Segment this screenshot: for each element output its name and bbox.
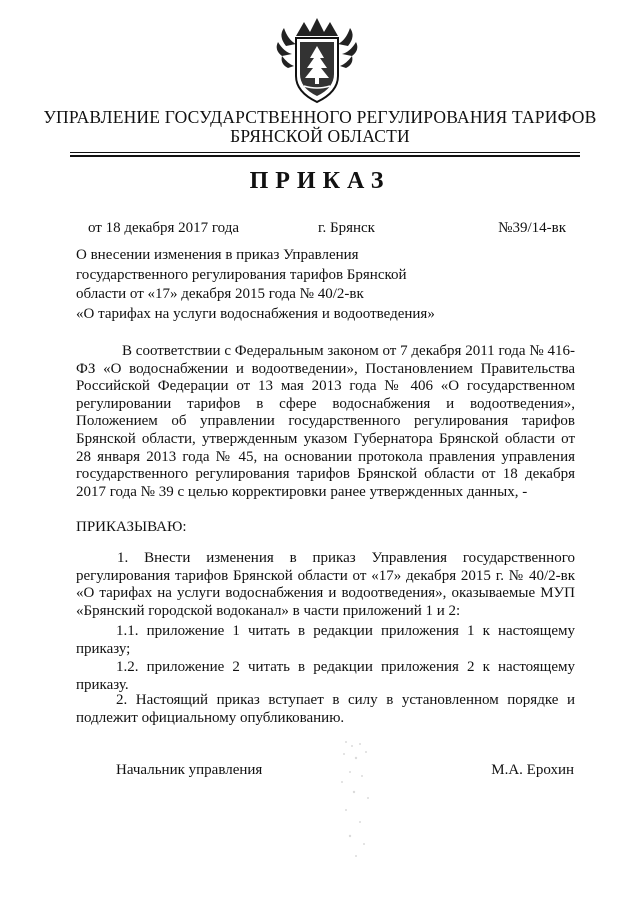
document-city: г. Брянск [318, 220, 375, 236]
signatory-name: М.А. Ерохин [491, 762, 574, 778]
faint-stamp-mark [316, 732, 396, 862]
subject-line: О внесении изменения в приказ Управления [76, 247, 359, 263]
preamble-paragraph: В соответствии с Федеральным законом от 7 декабря 2011 года № 416-ФЗ «О водоснабжении и водоотведении», Постановлением Правительства Российской Федерации от 13 мая 2013 года № 406 «О государственном регулировании тарифов в сфере водоснабжения и водоотведения», Положением об управлении государственного регулирования тарифов Брянской области, утвержденным указом Губернатора Брянской области от 28 января 2013 года № 45, на основании протокола правления управления государственного регулирования тарифов Брянской области от 18 декабря 2017 года № 39 с целью корректировки ранее утвержденных данных, - [76, 343, 575, 500]
header-rule-thin [70, 152, 580, 153]
document-title: ПРИКАЗ [249, 168, 391, 194]
subject-line: государственного регулирования тарифов Брянской [76, 266, 407, 283]
subject-line: «О тарифах на услуги водоснабжения и водоотведения» [76, 305, 435, 322]
subject-line: области от «17» декабря 2015 года № 40/2-вк [76, 286, 364, 302]
item-1-2-paragraph: 1.2. приложение 2 читать в редакции приложения 2 к настоящему приказу. [76, 659, 575, 693]
document-date: от 18 декабря 2017 года [88, 220, 240, 236]
header-rule-thick [70, 155, 580, 157]
item-2-paragraph: 2. Настоящий приказ вступает в силу в установленном порядке и подлежит официальному опубликованию. [76, 692, 575, 726]
organization-name-line1: УПРАВЛЕНИЕ ГОСУДАРСТВЕННОГО РЕГУЛИРОВАНИЯ ТАРИФОВ [43, 107, 597, 127]
signatory-position: Начальник управления [116, 762, 263, 778]
item-1-1-paragraph: 1.1. приложение 1 читать в редакции приложения 1 к настоящему приказу; [76, 623, 575, 657]
organization-name-line2: БРЯНСКОЙ ОБЛАСТИ [230, 126, 410, 146]
document-number: №39/14-вк [498, 220, 566, 236]
order-word: ПРИКАЗЫВАЮ: [76, 519, 187, 535]
document-subject [76, 246, 456, 324]
item-1-paragraph: 1. Внести изменения в приказ Управления государственного регулирования тарифов Брянской области от «17» декабря 2015 г. № 40/2-вк «О тарифах на услуги водоснабжения и водоотведения», оказываемые МУП «Брянский городской водоканал» в части приложений 1 и 2: [76, 550, 575, 619]
coat-of-arms-emblem [274, 16, 360, 106]
